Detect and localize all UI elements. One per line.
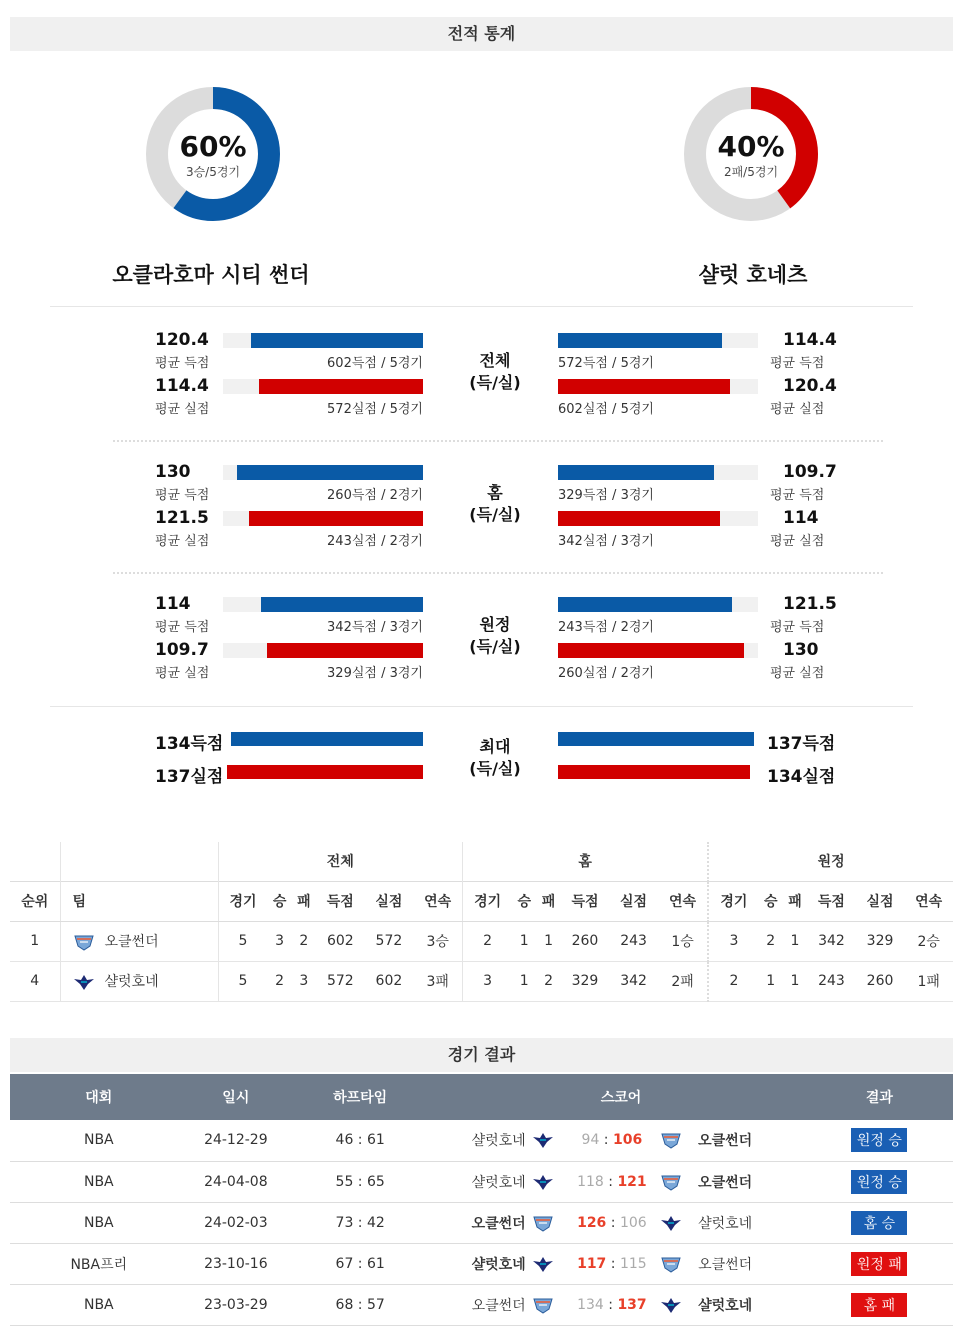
header-실점: 실점 [609,881,658,921]
all-stat-cell: 602 [365,961,414,1001]
results-table [10,1074,953,1326]
team-name: 오클썬더 [104,934,159,950]
home-score: 126 [577,1214,607,1231]
home-team-logo [530,1243,567,1284]
home-stat-cell: 1승 [658,921,708,961]
divider [50,306,913,307]
max-right-lost-bar [558,765,750,779]
left-win-pct: 60% [179,130,247,163]
home-stat-cell: 342 [609,961,658,1001]
all-stat-cell: 572 [316,961,365,1001]
standings-table [10,842,953,1002]
dotted-divider [113,572,883,574]
hornets-logo-icon [73,973,95,991]
header-득점: 득점 [316,881,365,921]
col-league: 대회 [10,1074,188,1120]
header-경기: 경기 [218,881,267,921]
away-team-name: 오클썬더 [698,1133,753,1150]
score-cell [566,1202,657,1243]
away-team-logo [658,1120,695,1161]
left-lost-total: 329실점 / 3경기 [327,666,423,681]
thunder-logo-icon [532,1296,554,1314]
home-team-name: 샬럿호네 [471,1133,526,1150]
left-avg-score-label: 평균 득점 [155,488,210,503]
home-score: 94 [581,1132,600,1149]
right-avg-score: 121.5 [783,594,837,614]
section-title-results: 경기 결과 [10,1038,953,1072]
home-score: 118 [577,1173,604,1190]
league-cell: NBA [10,1161,188,1202]
result-badge: 홈 승 [851,1211,907,1235]
team-name: 샬럿호네 [104,974,159,990]
right-score-total: 243득점 / 2경기 [558,620,654,635]
away-team-logo [658,1161,695,1202]
away-stat-cell: 2승 [904,921,953,961]
league-cell: NBA [10,1284,188,1325]
result-badge: 원정 승 [851,1128,907,1152]
section-title-record: 전적 통계 [10,17,953,51]
header-실점: 실점 [856,881,905,921]
home-team-name: 오클썬더 [471,1215,526,1232]
category-label: 원정 (득/실) [469,615,521,656]
right-avg-lost-label: 평균 실점 [770,666,825,681]
header-team: 팀 [60,881,218,921]
home-team-logo [530,1284,567,1325]
all-stat-cell: 2 [267,961,291,1001]
away-stat-cell: 260 [856,961,905,1001]
category-label: 전체 (득/실) [469,351,521,392]
left-avg-score: 120.4 [155,330,209,350]
result-row [10,1243,953,1284]
away-score: 121 [617,1173,647,1190]
rank-cell: 1 [10,921,60,961]
result-badge: 홈 패 [851,1293,907,1317]
right-score-bar [558,465,714,480]
team-cell[interactable] [60,961,218,1001]
group-all-header: 전체 [218,842,463,881]
max-right-lost: 134실점 [767,767,836,787]
left-score-bar [261,597,423,612]
max-left-score-bar [231,732,423,746]
away-stat-cell: 2 [708,961,758,1001]
score-cell [566,1120,657,1161]
away-stat-cell: 1 [759,961,783,1001]
left-lost-bar [249,511,423,526]
max-left-score: 134득점 [155,734,224,754]
home-stat-cell: 1 [512,961,536,1001]
away-team-logo [658,1202,695,1243]
result-row [10,1284,953,1325]
score-separator: : [603,1296,618,1313]
header-연속: 연속 [904,881,953,921]
hornets-logo-icon [660,1296,682,1314]
score-cell [566,1243,657,1284]
max-right-score: 137득점 [767,734,836,754]
all-stat-cell: 3 [292,961,316,1001]
right-avg-lost: 120.4 [783,376,837,396]
team-cell[interactable] [60,921,218,961]
score-separator: : [603,1173,618,1190]
left-avg-score-label: 평균 득점 [155,620,210,635]
table-row [10,961,953,1001]
home-team-cell[interactable] [436,1120,529,1161]
away-stat-cell: 2 [759,921,783,961]
left-lost-total: 243실점 / 2경기 [327,534,423,549]
score-cell [566,1284,657,1325]
thunder-logo-icon [660,1173,682,1191]
away-score: 106 [612,1132,643,1149]
away-team-cell[interactable] [694,1161,806,1202]
home-team-name: 오클썬더 [471,1297,526,1314]
home-team-cell[interactable] [436,1243,529,1284]
halftime-cell: 68 : 57 [284,1284,436,1325]
all-stat-cell: 572 [365,921,414,961]
right-avg-score: 109.7 [783,462,837,482]
result-badge: 원정 패 [851,1252,907,1276]
left-avg-lost: 121.5 [155,508,209,528]
all-stat-cell: 602 [316,921,365,961]
home-score: 134 [577,1296,604,1313]
hornets-logo-icon [660,1214,682,1232]
away-score: 115 [619,1255,647,1272]
left-avg-lost-label: 평균 실점 [155,534,210,549]
halftime-cell: 67 : 61 [284,1243,436,1284]
date-cell: 23-03-29 [188,1284,284,1325]
away-team-name: 오클썬더 [698,1256,753,1273]
home-team-name: 샬럿호네 [471,1256,526,1273]
divider [50,706,913,707]
left-avg-lost: 109.7 [155,640,209,660]
left-avg-score: 130 [155,462,191,482]
header-패: 패 [292,881,316,921]
score-separator: : [606,1255,620,1272]
header-연속: 연속 [413,881,462,921]
result-row [10,1202,953,1243]
date-cell: 23-10-16 [188,1243,284,1284]
result-cell [806,1243,953,1284]
header-실점: 실점 [365,881,414,921]
away-team-name: 샬럿호네 [698,1297,753,1314]
right-avg-score-label: 평균 득점 [770,620,825,635]
away-stat-cell: 243 [807,961,856,1001]
league-cell: NBA [10,1120,188,1161]
left-avg-lost-label: 평균 실점 [155,666,210,681]
all-stat-cell: 5 [218,921,267,961]
away-team-name: 샬럿호네 [698,1215,753,1232]
header-득점: 득점 [561,881,610,921]
header-승: 승 [267,881,291,921]
date-cell: 24-02-03 [188,1202,284,1243]
result-row [10,1120,953,1161]
left-score-bar [237,465,423,480]
left-avg-lost: 114.4 [155,376,209,396]
right-avg-lost: 130 [783,640,819,660]
thunder-logo-icon [660,1131,682,1149]
right-score-bar [558,597,732,612]
header-패: 패 [536,881,560,921]
header-경기: 경기 [463,881,512,921]
left-avg-score-label: 평균 득점 [155,356,210,371]
away-team-logo [658,1284,695,1325]
home-team-logo [530,1161,567,1202]
table-row [10,921,953,961]
result-row [10,1161,953,1202]
away-team-name: 오클썬더 [698,1174,753,1191]
home-stat-cell: 3 [463,961,512,1001]
right-avg-score-label: 평균 득점 [770,488,825,503]
home-stat-cell: 329 [561,961,610,1001]
left-score-total: 602득점 / 5경기 [327,356,423,371]
right-score-total: 572득점 / 5경기 [558,356,654,371]
home-stat-cell: 260 [561,921,610,961]
league-cell: NBA [10,1202,188,1243]
right-avg-lost: 114 [783,508,819,528]
home-stat-cell: 2 [463,921,512,961]
right-lost-total: 602실점 / 5경기 [558,402,654,417]
right-lost-bar [558,511,720,526]
left-avg-lost-label: 평균 실점 [155,402,210,417]
score-separator: : [599,1132,613,1149]
right-avg-lost-label: 평균 실점 [770,402,825,417]
group-away-header: 원정 [708,842,953,881]
col-result: 결과 [806,1074,953,1120]
left-win-sub: 3승/5경기 [185,165,241,179]
home-team-cell[interactable] [436,1284,529,1325]
home-score: 117 [577,1255,607,1272]
hornets-logo-icon [532,1255,554,1273]
home-team-logo [530,1120,567,1161]
score-separator: : [606,1214,620,1231]
right-lost-bar [558,643,744,658]
home-team-name: 샬럿호네 [471,1174,526,1191]
home-team-cell[interactable] [436,1202,529,1243]
result-cell [806,1161,953,1202]
result-badge: 원정 승 [851,1170,907,1194]
hornets-logo-icon [532,1131,554,1149]
halftime-cell: 55 : 65 [284,1161,436,1202]
header-승: 승 [759,881,783,921]
thunder-logo-icon [73,933,95,951]
col-score: 스코어 [436,1074,805,1120]
max-category: 최대 (득/실) [469,737,521,778]
thunder-logo-icon [532,1214,554,1232]
right-loss-sub: 2패/5경기 [723,165,779,179]
away-stat-cell: 3 [708,921,758,961]
away-team-cell[interactable] [694,1120,806,1161]
col-date: 일시 [188,1074,284,1120]
all-stat-cell: 5 [218,961,267,1001]
right-lost-total: 260실점 / 2경기 [558,666,654,681]
away-team-cell[interactable] [694,1243,806,1284]
left-score-total: 260득점 / 2경기 [327,488,423,503]
right-score-bar [558,333,722,348]
left-lost-bar [259,379,423,394]
all-stat-cell: 3 [267,921,291,961]
header-득점: 득점 [807,881,856,921]
all-stat-cell: 3승 [413,921,462,961]
home-stat-cell: 1 [512,921,536,961]
right-avg-score-label: 평균 득점 [770,356,825,371]
away-stat-cell: 1 [783,921,807,961]
away-stat-cell: 342 [807,921,856,961]
date-cell: 24-12-29 [188,1120,284,1161]
halftime-cell: 73 : 42 [284,1202,436,1243]
home-stat-cell: 1 [536,921,560,961]
left-lost-bar [267,643,423,658]
header-rank: 순위 [10,881,60,921]
result-cell [806,1202,953,1243]
halftime-cell: 46 : 61 [284,1120,436,1161]
away-stat-cell: 1 [783,961,807,1001]
right-team-name: 샬럿 호네츠 [698,263,808,287]
left-avg-score: 114 [155,594,191,614]
away-team-cell[interactable] [694,1202,806,1243]
hornets-logo-icon [532,1173,554,1191]
home-stat-cell: 2 [536,961,560,1001]
header-패: 패 [783,881,807,921]
left-lost-total: 572실점 / 5경기 [327,402,423,417]
thunder-logo-icon [660,1255,682,1273]
right-score-total: 329득점 / 3경기 [558,488,654,503]
left-score-bar [251,333,423,348]
away-stat-cell: 1패 [904,961,953,1001]
right-avg-lost-label: 평균 실점 [770,534,825,549]
date-cell: 24-04-08 [188,1161,284,1202]
left-score-total: 342득점 / 3경기 [327,620,423,635]
home-team-cell[interactable] [436,1161,529,1202]
result-cell [806,1284,953,1325]
group-home-header: 홈 [463,842,709,881]
header-연속: 연속 [658,881,708,921]
all-stat-cell: 3패 [413,961,462,1001]
right-lost-bar [558,379,730,394]
max-right-score-bar [558,732,754,746]
result-cell [806,1120,953,1161]
left-team-name: 오클라호마 시티 썬더 [112,263,310,287]
max-left-lost: 137실점 [155,767,224,787]
category-label: 홈 (득/실) [469,483,521,524]
away-team-cell[interactable] [694,1284,806,1325]
rank-cell: 4 [10,961,60,1001]
home-stat-cell: 243 [609,921,658,961]
right-avg-score: 114.4 [783,330,837,350]
score-cell [566,1161,657,1202]
away-score: 106 [619,1214,647,1231]
away-stat-cell: 329 [856,921,905,961]
right-loss-pct: 40% [717,130,785,163]
home-stat-cell: 2패 [658,961,708,1001]
max-left-lost-bar [227,765,423,779]
all-stat-cell: 2 [292,921,316,961]
away-score: 137 [617,1296,647,1313]
dotted-divider [113,440,883,442]
home-team-logo [530,1202,567,1243]
col-half: 하프타임 [284,1074,436,1120]
away-team-logo [658,1243,695,1284]
right-lost-total: 342실점 / 3경기 [558,534,654,549]
header-경기: 경기 [708,881,758,921]
league-cell: NBA프리 [10,1243,188,1284]
header-승: 승 [512,881,536,921]
